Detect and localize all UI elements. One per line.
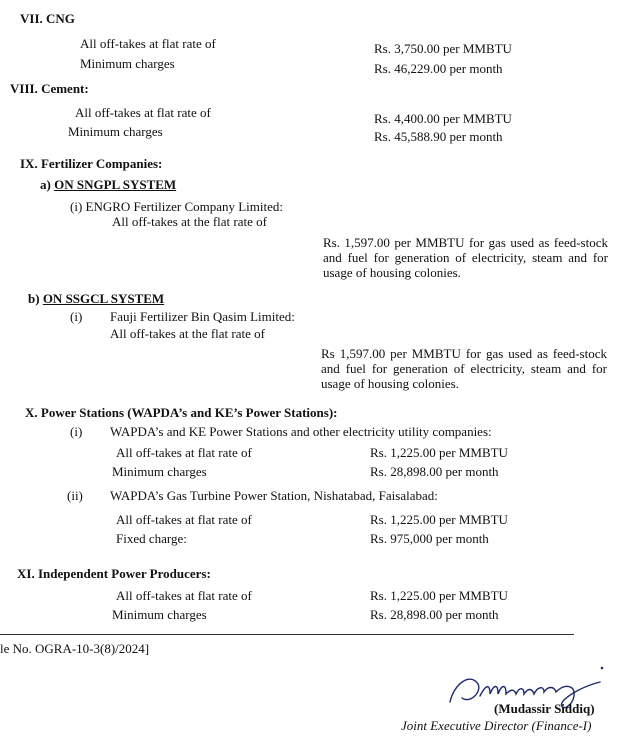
power-ii-fixed-value: Rs. 975,000 per month: [370, 531, 489, 546]
engro-rate-label: All off-takes at the flat rate of: [112, 214, 267, 229]
sngpl-system-heading: [40, 177, 176, 193]
file-number: le No. OGRA-10-3(8)/2024]: [0, 641, 150, 656]
power-i-minimum-label: Minimum charges: [112, 464, 207, 479]
cement-rate-label: All off-takes at flat rate of: [75, 105, 211, 120]
signatory-name: (Mudassir Siddiq): [494, 701, 595, 716]
power-ii-rate-value: Rs. 1,225.00 per MMBTU: [370, 512, 508, 527]
ssgcl-label: ON SSGCL SYSTEM: [42, 291, 165, 306]
ipp-minimum-value: Rs. 28,898.00 per month: [370, 607, 499, 622]
section-heading-cng: VII. CNG: [20, 11, 75, 26]
section-heading-ipp: XI. Independent Power Producers:: [17, 566, 211, 581]
cement-minimum-value: Rs. 45,588.90 per month: [374, 129, 503, 144]
cng-minimum-label: Minimum charges: [80, 56, 175, 71]
ssgcl-prefix: b): [28, 291, 40, 306]
power-ii-rate-label: All off-takes at flat rate of: [116, 512, 252, 527]
power-item-i-title: WAPDA’s and KE Power Stations and other electricity utility companies:: [110, 424, 492, 439]
section-heading-cement: VIII. Cement:: [10, 81, 89, 96]
fauji-item-number: (i): [70, 309, 83, 324]
ipp-rate-value: Rs. 1,225.00 per MMBTU: [370, 588, 508, 603]
power-i-minimum-value: Rs. 28,898.00 per month: [370, 464, 499, 479]
power-item-ii-number: (ii): [67, 488, 83, 503]
cement-rate-value: Rs. 4,400.00 per MMBTU: [374, 111, 512, 126]
power-i-rate-label: All off-takes at flat rate of: [116, 445, 252, 460]
section-heading-fertilizer: IX. Fertilizer Companies:: [20, 156, 163, 171]
fauji-rate-label: All off-takes at the flat rate of: [110, 326, 265, 341]
cng-minimum-value: Rs. 46,229.00 per month: [374, 61, 503, 76]
signatory-title: Joint Executive Director (Finance-I): [401, 718, 592, 733]
fauji-item-title: Fauji Fertilizer Bin Qasim Limited:: [110, 309, 295, 324]
fauji-rate-text: Rs 1,597.00 per MMBTU for gas used as feed-stock and fuel for generation of electricity, steam and for usage of housing colonies.: [321, 346, 607, 391]
engro-item-title: (i) ENGRO Fertilizer Company Limited:: [70, 199, 284, 214]
cement-minimum-label: Minimum charges: [68, 124, 163, 139]
section-heading-power: X. Power Stations (WAPDA’s and KE’s Power Stations):: [25, 405, 338, 420]
ipp-rate-label: All off-takes at flat rate of: [116, 588, 252, 603]
cng-rate-value: Rs. 3,750.00 per MMBTU: [374, 41, 512, 56]
ipp-minimum-label: Minimum charges: [112, 607, 207, 622]
engro-rate-text: Rs. 1,597.00 per MMBTU for gas used as feed-stock and fuel for generation of electricity, steam and for usage of housing colonies.: [323, 235, 608, 280]
power-item-i-number: (i): [70, 424, 83, 439]
power-ii-fixed-label: Fixed charge:: [116, 531, 187, 546]
sngpl-label: ON SNGPL SYSTEM: [54, 177, 177, 192]
footer-divider: [0, 634, 574, 635]
power-item-ii-title: WAPDA’s Gas Turbine Power Station, Nishatabad, Faisalabad:: [110, 488, 438, 503]
power-i-rate-value: Rs. 1,225.00 per MMBTU: [370, 445, 508, 460]
sngpl-prefix: a): [40, 177, 51, 192]
ssgcl-system-heading: [28, 291, 164, 307]
cng-rate-label: All off-takes at flat rate of: [80, 36, 216, 51]
